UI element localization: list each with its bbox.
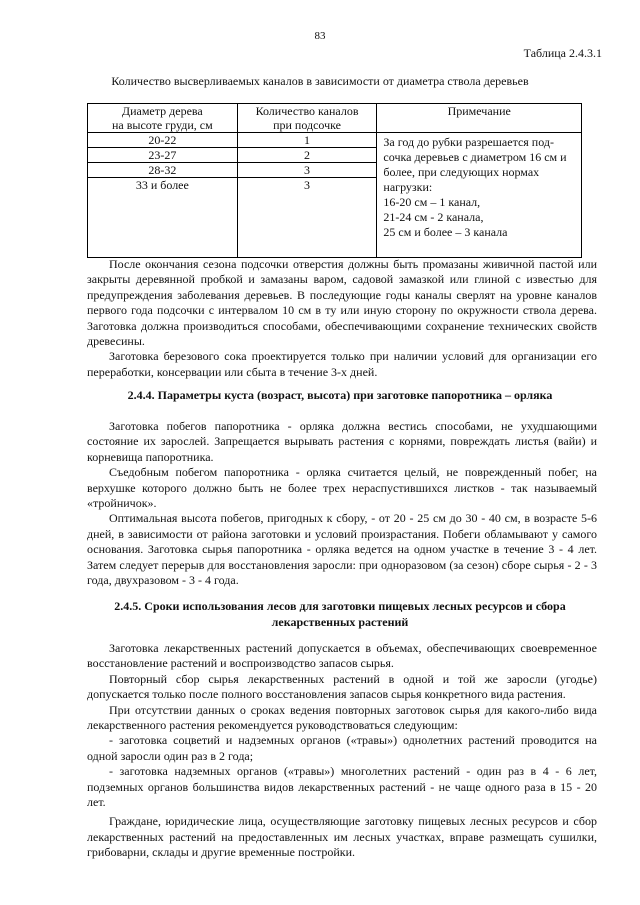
diameter-cell: 23-27 [88,148,238,163]
heading-2-4-5: 2.4.5. Сроки использования лесов для заготовки пищевых лесных ресурсов и сбора лекарственных растений [114,599,566,629]
diameter-cell: 28-32 [88,163,238,178]
paragraph: После окончания сезона подсочки отверстия должны быть промазаны живичной пастой или закрыты деревянной пробкой и замазаны варом, садовой замазкой или глиной с известью для предупреждения заболевания деревьев. В последующие годы каналы сверлят на уровне каналов первого года подсочки с интервалом 10 см в ту или иную сторону по окружности ствола дерева. Заготовка должна производиться способами, обеспечивающими сохранение технических свойств древесины. [87,257,597,349]
paragraph: Оптимальная высота побегов, пригодных к сбору, - от 20 - 25 см до 30 - 40 см, в возрасте 5-6 дней, в зависимости от района заготовки и условий произрастания. Побеги обламывают у самого основания. Заготовка сырья папоротника - орляка ведется на одном участке в течение 3 - 4 лет. Затем следует перерыв для восстановления заросли: при одноразовом (за сезон) сборе сырья - 2 - 3 года, двухразовом - 3 - 4 года. [87,511,597,588]
header-diameter-line1: Диаметр дерева [121,104,203,118]
note-line: сочка деревьев с диаметром 16 см и [383,150,567,164]
note-line: 21-24 см - 2 канала, [383,210,484,224]
header-diameter [88,104,238,133]
channels-table [87,103,582,258]
section-245-text [87,641,597,861]
paragraph: Заготовка березового сока проектируется только при наличии условий для организации его переработки, консервации или сбыта в течение 3-х дней. [87,349,597,379]
note-line: 25 см и более – 3 канала [383,225,508,239]
paragraph: Съедобным побегом папоротника - орляка считается целый, не поврежденный побег, на верхушке которого должно быть не более трех нераспустившихся листков - так называемый «тройничок». [87,465,597,511]
header-diameter-line2: на высоте груди, см [112,118,213,132]
section-243-text [87,257,597,380]
table-row [88,133,582,148]
header-channels-line2: при подсочке [273,118,342,132]
note-line: За год до рубки разрешается под- [383,135,554,149]
paragraph: Заготовка побегов папоротника - орляка должна вестись способами, не ухудшающими состояние их зарослей. Запрещается вырывать растения с корнями, повреждать листья (вайи) и корневища папоротника. [87,419,597,464]
channels-cell: 3 [237,178,377,258]
table-caption: Количество высверливаемых каналов в зависимости от диаметра ствола деревьев [111,74,529,88]
diameter-cell: 33 и более [88,178,238,258]
note-line: 16-20 см – 1 канал, [383,195,481,209]
section-244-text [87,419,597,588]
paragraph: Граждане, юридические лица, осуществляющие заготовку пищевых лесных ресурсов и сбор лекарственных растений на предоставленных им лесных участках, вправе размещать сушилки, грибоварни, склады и другие временные постройки. [87,814,597,860]
header-note: Примечание [377,104,582,133]
channels-cell: 2 [237,148,377,163]
table-number: Таблица 2.4.3.1 [523,46,602,60]
header-channels [237,104,377,133]
paragraph: - заготовка соцветий и надземных органов («травы») однолетних растений проводится на одной заросли один раз в 2 года; [87,733,597,763]
header-channels-line1: Количество каналов [255,104,359,118]
paragraph: - заготовка надземных органов («травы») многолетних растений - один раз в 4 - 6 лет, подземных органов большинства видов лекарственных растений - не чаще одного раза в 15 - 20 лет. [87,764,597,810]
paragraph: Заготовка лекарственных растений допускается в объемах, обеспечивающих своевременное восстановление растений и воспроизводство запасов сырья. [87,641,597,671]
diameter-cell: 20-22 [88,133,238,148]
page-number: 83 [314,30,326,42]
heading-2-4-4: 2.4.4. Параметры куста (возраст, высота) при заготовке папоротника – орляка [127,388,553,402]
note-cell [377,133,582,258]
table-header-row [88,104,582,133]
channels-cell: 3 [237,163,377,178]
channels-cell: 1 [237,133,377,148]
paragraph: При отсутствии данных о сроках ведения повторных заготовок сырья для какого-либо вида лекарственного растения рекомендуется руководствоваться следующим: [87,702,597,733]
note-line: нагрузки: [383,180,433,194]
paragraph: Повторный сбор сырья лекарственных растений в одной и той же заросли (угодье) допускается только после полного восстановления запасов сырья конкретного вида растения. [87,671,597,702]
note-line: более, при следующих нормах [383,165,540,179]
